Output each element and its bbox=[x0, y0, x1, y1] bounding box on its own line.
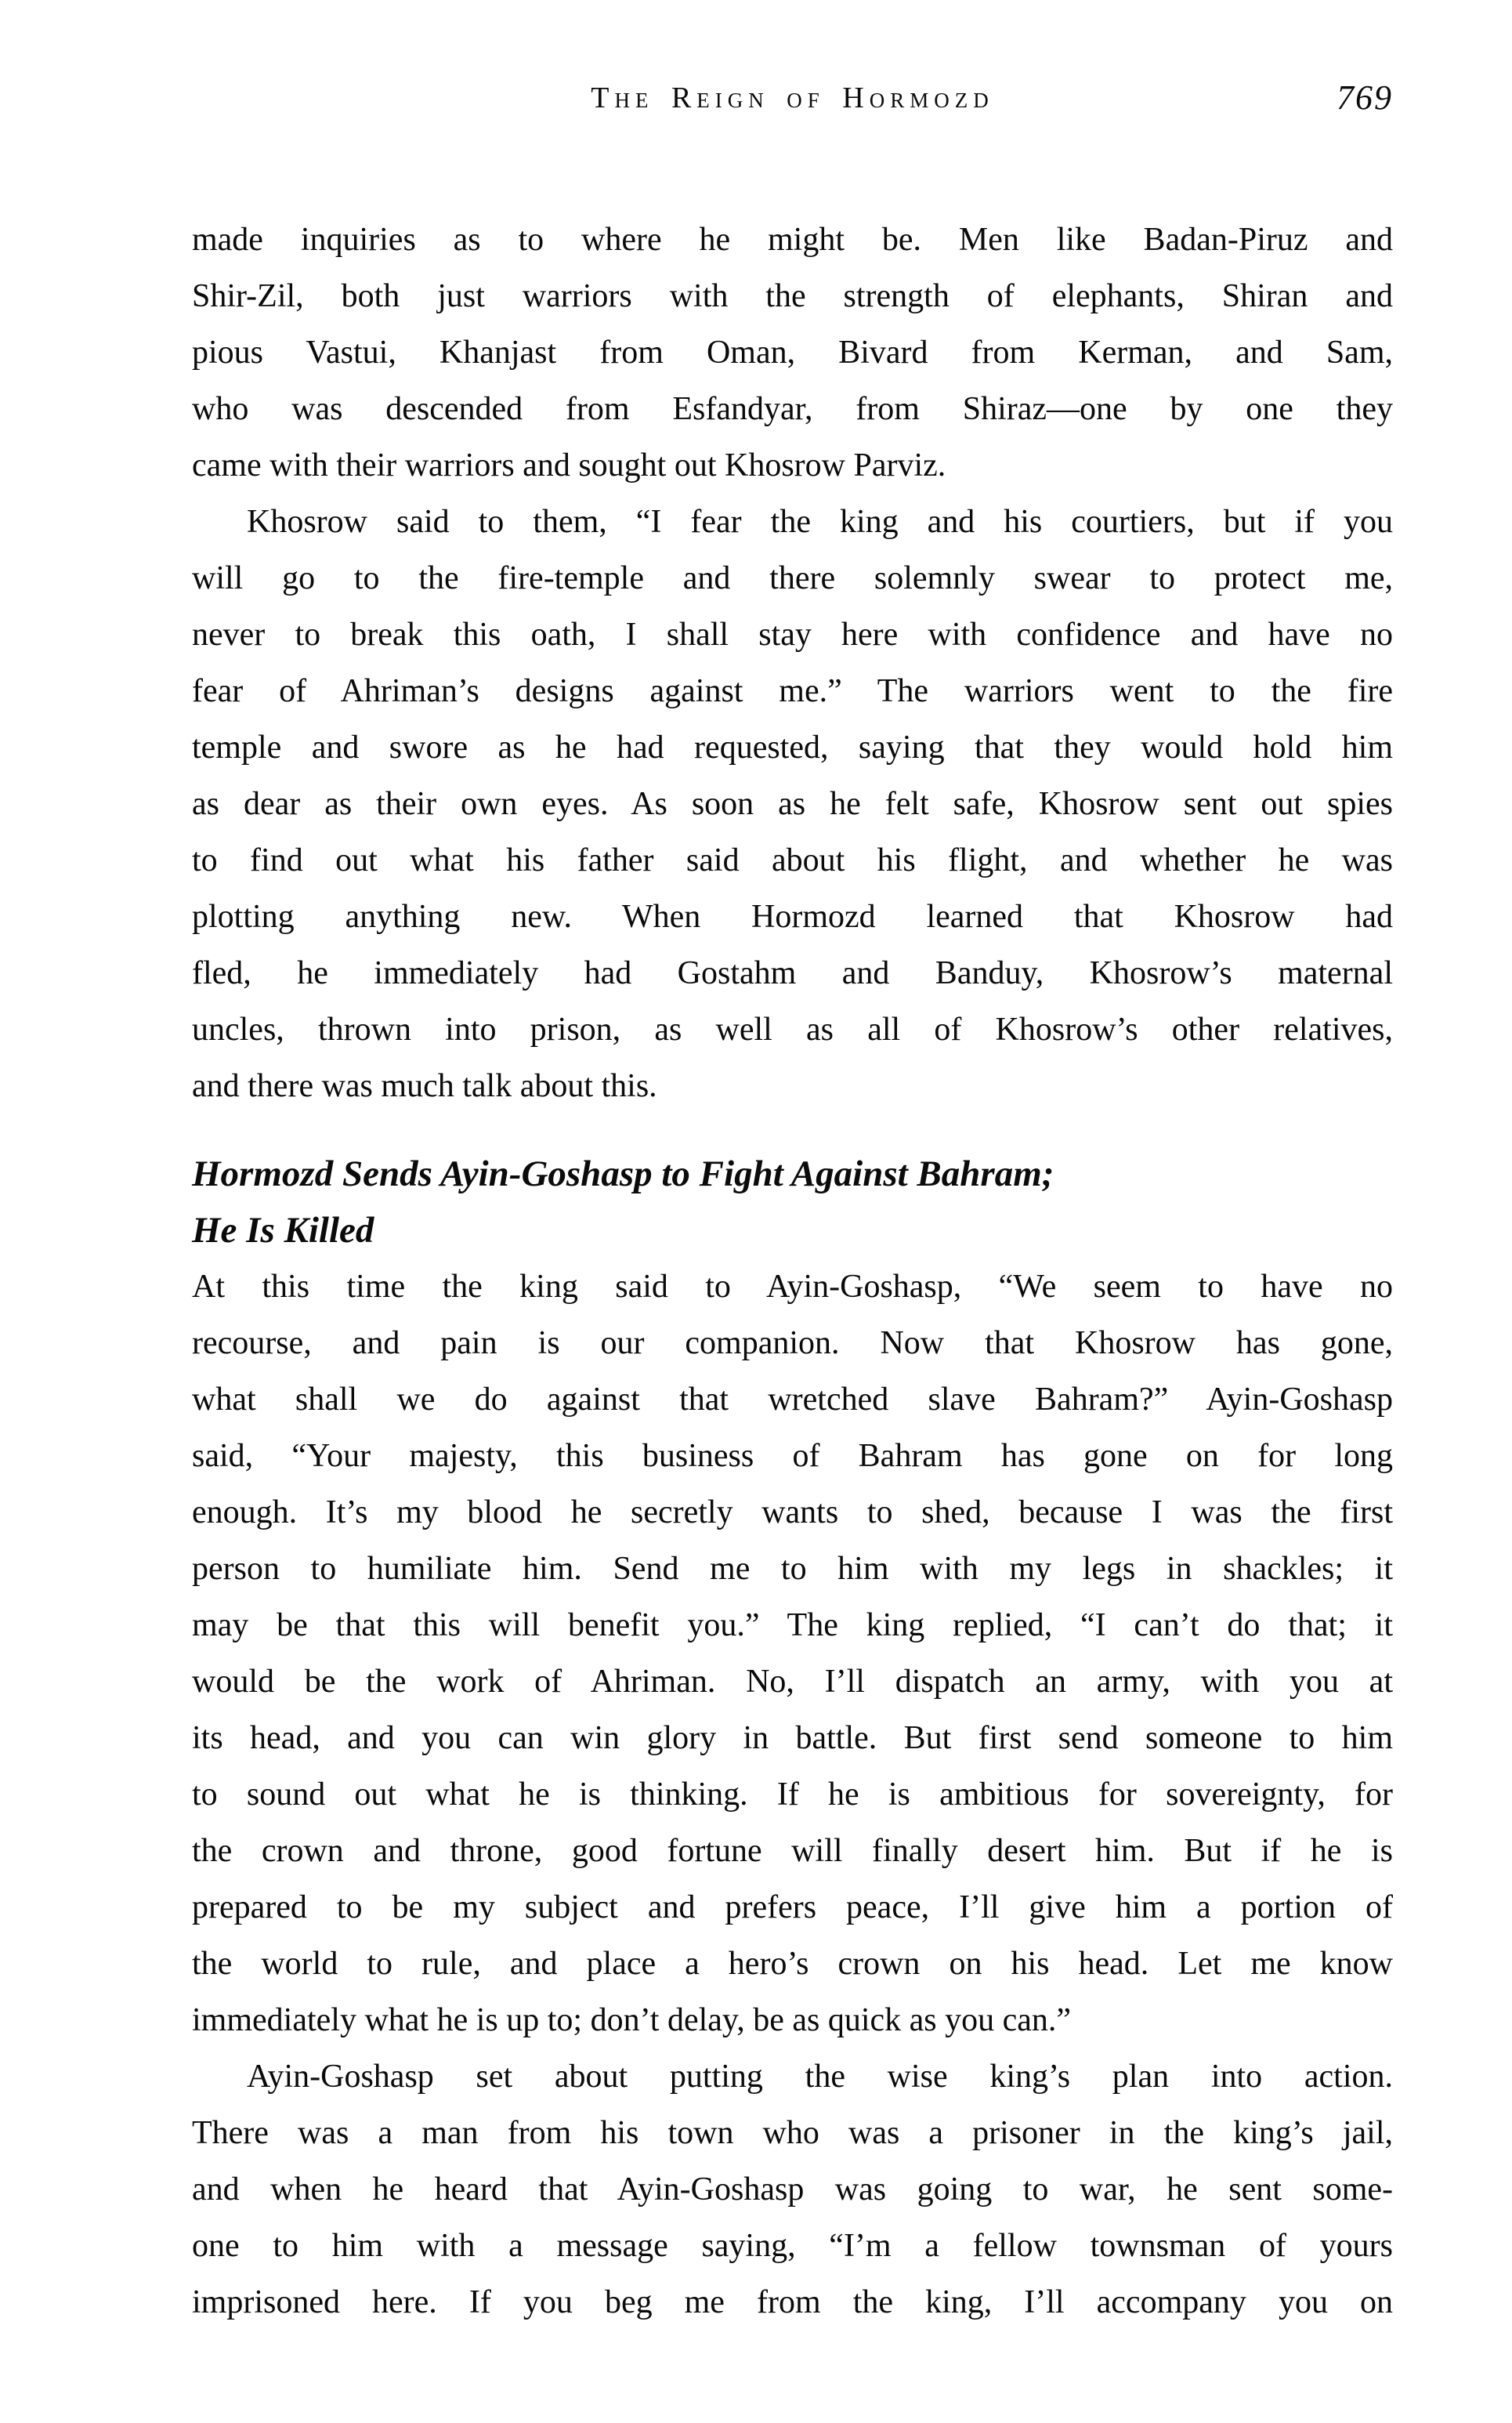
text-line: fled, he immediately had Gostahm and Banduy, Khosrow’s maternal bbox=[192, 955, 1393, 991]
text-line: never to break this oath, I shall stay here with confidence and have no bbox=[192, 617, 1393, 653]
text-line: imprisoned here. If you beg me from the king, I’ll accompany you on bbox=[192, 2284, 1393, 2320]
body-text bbox=[192, 212, 1393, 2331]
text-line: made inquiries as to where he might be. Men like Badan-Piruz and bbox=[192, 222, 1393, 258]
text-line: may be that this will benefit you.” The king replied, “I can’t do that; it bbox=[192, 1607, 1393, 1643]
paragraph bbox=[192, 494, 1393, 1114]
text-line: its head, and you can win glory in battle. But first send someone to him bbox=[192, 1720, 1393, 1756]
text-line: what shall we do against that wretched slave Bahram?” Ayin-Goshasp bbox=[192, 1382, 1393, 1418]
text-line: to find out what his father said about his flight, and whether he was bbox=[192, 842, 1393, 878]
text-line: temple and swore as he had requested, saying that they would hold him bbox=[192, 730, 1393, 766]
text-line: pious Vastui, Khanjast from Oman, Bivard from Kerman, and Sam, bbox=[192, 335, 1393, 371]
page-number: 769 bbox=[1337, 78, 1393, 117]
text-line: came with their warriors and sought out Khosrow Parviz. bbox=[192, 447, 946, 484]
text-line: uncles, thrown into prison, as well as all of Khosrow’s other relatives, bbox=[192, 1012, 1393, 1048]
text-line: said, “Your majesty, this business of Bahram has gone on for long bbox=[192, 1438, 1393, 1474]
text-line: enough. It’s my blood he secretly wants to shed, because I was the first bbox=[192, 1494, 1393, 1530]
text-line: the crown and throne, good fortune will finally desert him. But if he is bbox=[192, 1833, 1393, 1869]
text-line: would be the work of Ahriman. No, I’ll dispatch an army, with you at bbox=[192, 1664, 1393, 1700]
text-line: Shir-Zil, both just warriors with the strength of elephants, Shiran and bbox=[192, 278, 1393, 314]
text-line: Khosrow said to them, “I fear the king and his courtiers, but if you bbox=[247, 504, 1393, 540]
text-line: Ayin-Goshasp set about putting the wise king’s plan into action. bbox=[247, 2059, 1393, 2095]
text-line: recourse, and pain is our companion. Now that Khosrow has gone, bbox=[192, 1325, 1393, 1361]
text-line: as dear as their own eyes. As soon as he felt safe, Khosrow sent out spies bbox=[192, 786, 1393, 822]
heading-line: Hormozd Sends Ayin-Goshasp to Fight Against Bahram; bbox=[192, 1154, 1054, 1194]
text-line: to sound out what he is thinking. If he is ambitious for sovereignty, for bbox=[192, 1777, 1393, 1813]
text-line: and when he heard that Ayin-Goshasp was going to war, he sent some- bbox=[192, 2171, 1393, 2208]
paragraph bbox=[192, 2048, 1393, 2331]
section-heading bbox=[192, 1146, 1393, 1259]
text-line: one to him with a message saying, “I’m a fellow townsman of yours bbox=[192, 2228, 1393, 2264]
text-line: will go to the fire-temple and there solemnly swear to protect me, bbox=[192, 560, 1393, 596]
text-line: There was a man from his town who was a prisoner in the king’s jail, bbox=[192, 2115, 1393, 2151]
text-line: who was descended from Esfandyar, from Shiraz—one by one they bbox=[192, 391, 1393, 427]
text-line: At this time the king said to Ayin-Goshasp, “We seem to have no bbox=[192, 1269, 1393, 1305]
text-column bbox=[192, 75, 1393, 2331]
text-line: plotting anything new. When Hormozd learned that Khosrow had bbox=[192, 899, 1393, 935]
text-line: immediately what he is up to; don’t delay, be as quick as you can.” bbox=[192, 2002, 1072, 2038]
text-line: fear of Ahriman’s designs against me.” The warriors went to the fire bbox=[192, 673, 1393, 709]
paragraph bbox=[192, 212, 1393, 494]
heading-line: He Is Killed bbox=[192, 1210, 374, 1251]
text-line: the world to rule, and place a hero’s crown on his head. Let me know bbox=[192, 1946, 1393, 1982]
text-line: prepared to be my subject and prefers peace, I’ll give him a portion of bbox=[192, 1889, 1393, 1925]
paragraph bbox=[192, 1259, 1393, 2048]
running-head bbox=[192, 75, 1393, 121]
text-line: and there was much talk about this. bbox=[192, 1068, 657, 1104]
text-line: person to humiliate him. Send me to him with my legs in shackles; it bbox=[192, 1551, 1393, 1587]
running-head-title: The Reign of Hormozd bbox=[591, 81, 994, 114]
